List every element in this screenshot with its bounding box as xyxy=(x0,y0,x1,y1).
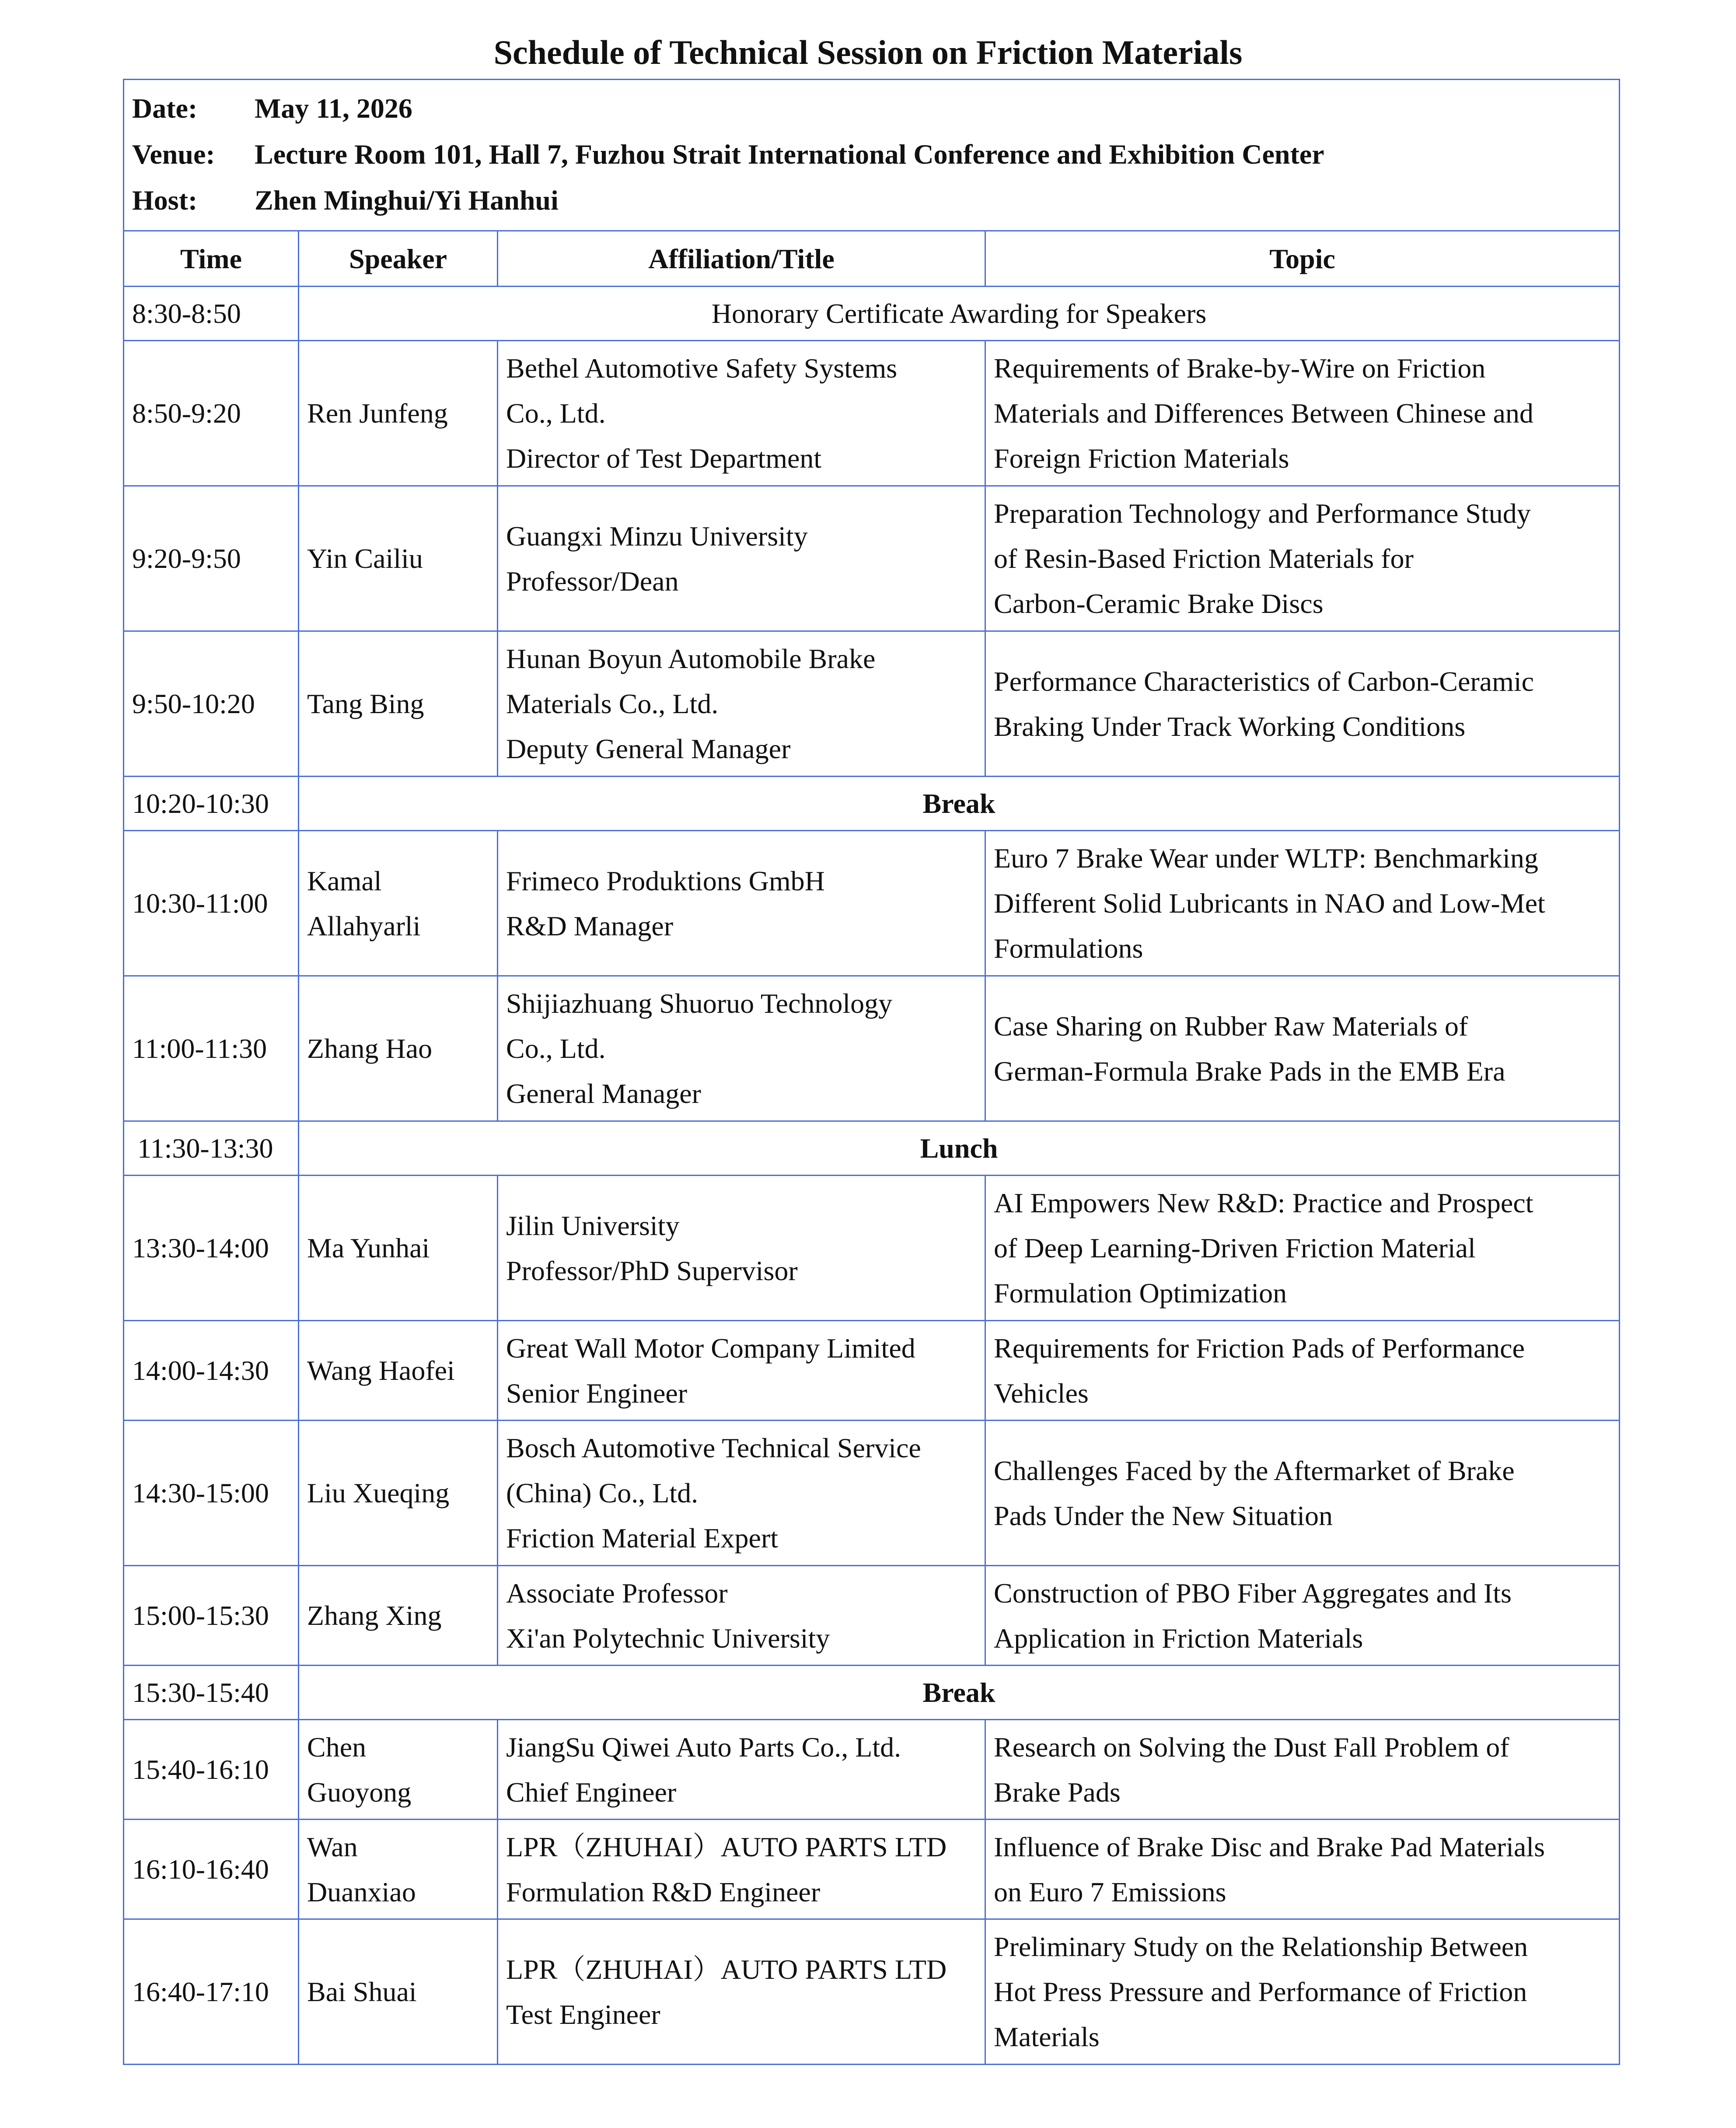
speaker-cell xyxy=(299,1820,498,1919)
speaker-line: Allahyarli xyxy=(307,910,421,942)
affiliation-line: General Manager xyxy=(506,1078,701,1109)
date-label: Date: xyxy=(132,93,198,124)
topic-line: Requirements for Friction Pads of Performance xyxy=(994,1332,1525,1364)
time-cell: 9:50-10:20 xyxy=(124,631,299,777)
time-cell: 13:30-14:00 xyxy=(124,1176,299,1321)
affiliation-cell xyxy=(498,1421,985,1566)
topic-line: Challenges Faced by the Aftermarket of Brake xyxy=(994,1455,1515,1486)
time-cell: 10:30-11:00 xyxy=(124,831,299,976)
affiliation-line: Chief Engineer xyxy=(506,1776,677,1808)
speaker-cell xyxy=(299,341,498,486)
table-row xyxy=(124,486,1620,631)
topic-line: Performance Characteristics of Carbon-Ceramic xyxy=(994,665,1534,697)
affiliation-line: Bosch Automotive Technical Service xyxy=(506,1432,921,1463)
affiliation-cell xyxy=(498,1919,985,2065)
affiliation-line: Deputy General Manager xyxy=(506,733,791,764)
affiliation-cell xyxy=(498,1566,985,1666)
topic-line: AI Empowers New R&D: Practice and Prospect xyxy=(994,1187,1533,1218)
speaker-cell xyxy=(299,631,498,777)
affiliation-line: R&D Manager xyxy=(506,910,674,942)
table-row xyxy=(124,1820,1620,1919)
topic-line: on Euro 7 Emissions xyxy=(994,1876,1226,1908)
topic-cell xyxy=(985,1919,1620,2065)
topic-line: Euro 7 Brake Wear under WLTP: Benchmarking xyxy=(994,843,1538,874)
affiliation-line: Professor/Dean xyxy=(506,565,679,597)
time-cell: 14:30-15:00 xyxy=(124,1421,299,1566)
topic-cell xyxy=(985,976,1620,1121)
table-row xyxy=(124,1566,1620,1666)
span-label-cell: Break xyxy=(299,777,1620,831)
table-row xyxy=(124,1919,1620,2065)
span-label-cell: Lunch xyxy=(299,1121,1620,1176)
affiliation-line: Co., Ltd. xyxy=(506,398,606,429)
affiliation-cell xyxy=(498,341,985,486)
topic-line: Application in Friction Materials xyxy=(994,1622,1363,1654)
topic-line: Case Sharing on Rubber Raw Materials of xyxy=(994,1010,1468,1042)
speaker-line: Wan xyxy=(307,1831,358,1862)
speaker-line: Kamal xyxy=(307,865,382,896)
time-cell: 11:30-13:30 xyxy=(124,1121,299,1176)
speaker-cell xyxy=(299,1321,498,1421)
host-line xyxy=(132,177,1611,223)
time-cell: 14:00-14:30 xyxy=(124,1321,299,1421)
affiliation-line: Materials Co., Ltd. xyxy=(506,688,719,719)
topic-line: Materials and Differences Between Chinese and xyxy=(994,398,1533,429)
table-row xyxy=(124,1176,1620,1321)
date-value: May 11, 2026 xyxy=(255,93,412,124)
affiliation-cell xyxy=(498,831,985,976)
table-row xyxy=(124,631,1620,777)
time-cell: 10:20-10:30 xyxy=(124,777,299,831)
topic-cell xyxy=(985,1176,1620,1321)
affiliation-line: Co., Ltd. xyxy=(506,1033,606,1064)
topic-line: Pads Under the New Situation xyxy=(994,1500,1333,1531)
affiliation-cell xyxy=(498,1176,985,1321)
topic-line: Hot Press Pressure and Performance of Friction xyxy=(994,1976,1527,2007)
affiliation-line: Bethel Automotive Safety Systems xyxy=(506,353,898,384)
affiliation-line: Senior Engineer xyxy=(506,1377,688,1409)
speaker-cell xyxy=(299,1566,498,1666)
speaker-cell xyxy=(299,1919,498,2065)
affiliation-cell xyxy=(498,631,985,777)
host-value: Zhen Minghui/Yi Hanhui xyxy=(255,185,559,216)
topic-line: Preliminary Study on the Relationship Between xyxy=(994,1931,1528,1962)
speaker-cell xyxy=(299,1720,498,1820)
column-header-topic: Topic xyxy=(985,231,1620,287)
speaker-cell xyxy=(299,976,498,1121)
table-row xyxy=(124,831,1620,976)
speaker-line: Wang Haofei xyxy=(307,1355,455,1386)
table-row xyxy=(124,1321,1620,1421)
time-cell: 8:50-9:20 xyxy=(124,341,299,486)
span-label-cell: Honorary Certificate Awarding for Speakers xyxy=(299,287,1620,341)
affiliation-cell xyxy=(498,486,985,631)
venue-line xyxy=(132,131,1611,177)
speaker-line: Zhang Xing xyxy=(307,1600,442,1631)
table-row xyxy=(124,1421,1620,1566)
topic-cell xyxy=(985,631,1620,777)
break-row xyxy=(124,1666,1620,1720)
speaker-cell xyxy=(299,486,498,631)
affiliation-line: Professor/PhD Supervisor xyxy=(506,1255,798,1286)
column-header-time: Time xyxy=(124,231,299,287)
affiliation-line: Shijiazhuang Shuoruo Technology xyxy=(506,988,893,1019)
topic-line: Braking Under Track Working Conditions xyxy=(994,710,1466,742)
affiliation-line: Frimeco Produktions GmbH xyxy=(506,865,825,896)
affiliation-cell xyxy=(498,1720,985,1820)
table-row xyxy=(124,341,1620,486)
speaker-line: Bai Shuai xyxy=(307,1976,417,2007)
topic-cell xyxy=(985,1421,1620,1566)
speaker-line: Chen xyxy=(307,1731,367,1763)
speaker-line: Ma Yunhai xyxy=(307,1232,430,1264)
affiliation-line: Associate Professor xyxy=(506,1577,728,1609)
affiliation-line: Test Engineer xyxy=(506,1998,660,2030)
topic-line: Formulation Optimization xyxy=(994,1278,1287,1309)
time-cell: 9:20-9:50 xyxy=(124,486,299,631)
speaker-line: Ren Junfeng xyxy=(307,398,448,429)
affiliation-line: JiangSu Qiwei Auto Parts Co., Ltd. xyxy=(506,1731,901,1763)
topic-line: Brake Pads xyxy=(994,1776,1121,1808)
column-header-speaker: Speaker xyxy=(299,231,498,287)
topic-cell xyxy=(985,341,1620,486)
time-cell: 11:00-11:30 xyxy=(124,976,299,1121)
topic-line: of Deep Learning-Driven Friction Material xyxy=(994,1232,1476,1264)
break-row xyxy=(124,1121,1620,1176)
table-row xyxy=(124,1720,1620,1820)
time-cell: 15:30-15:40 xyxy=(124,1666,299,1720)
topic-cell xyxy=(985,1321,1620,1421)
host-label: Host: xyxy=(132,185,198,216)
affiliation-line: LPR（ZHUHAI）AUTO PARTS LTD xyxy=(506,1831,947,1862)
affiliation-line: Hunan Boyun Automobile Brake xyxy=(506,643,876,674)
speaker-line: Guoyong xyxy=(307,1776,412,1808)
venue-label: Venue: xyxy=(132,139,215,170)
topic-line: Materials xyxy=(994,2021,1100,2052)
affiliation-line: Formulation R&D Engineer xyxy=(506,1876,821,1908)
speaker-line: Tang Bing xyxy=(307,688,424,719)
speaker-line: Zhang Hao xyxy=(307,1033,433,1064)
time-cell: 15:00-15:30 xyxy=(124,1566,299,1666)
speaker-line: Duanxiao xyxy=(307,1876,416,1908)
affiliation-line: (China) Co., Ltd. xyxy=(506,1477,699,1508)
topic-line: Different Solid Lubricants in NAO and Low-Met xyxy=(994,888,1545,919)
topic-line: Requirements of Brake-by-Wire on Friction xyxy=(994,353,1486,384)
date-line xyxy=(132,85,1611,131)
topic-cell xyxy=(985,1720,1620,1820)
topic-cell xyxy=(985,486,1620,631)
topic-line: Influence of Brake Disc and Brake Pad Materials xyxy=(994,1831,1545,1862)
topic-line: Research on Solving the Dust Fall Problem of xyxy=(994,1731,1509,1763)
affiliation-line: Great Wall Motor Company Limited xyxy=(506,1332,915,1364)
speaker-line: Liu Xueqing xyxy=(307,1477,450,1508)
topic-line: German-Formula Brake Pads in the EMB Era xyxy=(994,1055,1505,1087)
affiliation-line: Guangxi Minzu University xyxy=(506,520,808,552)
venue-value: Lecture Room 101, Hall 7, Fuzhou Strait International Conference and Exhibition Center xyxy=(255,139,1324,170)
schedule-table xyxy=(123,79,1620,2065)
column-header-affiliation: Affiliation/Title xyxy=(498,231,985,287)
speaker-cell xyxy=(299,1176,498,1321)
affiliation-line: Friction Material Expert xyxy=(506,1522,779,1554)
speaker-line: Yin Cailiu xyxy=(307,543,423,574)
topic-line: Preparation Technology and Performance Study xyxy=(994,498,1531,529)
span-label-cell: Break xyxy=(299,1666,1620,1720)
topic-cell xyxy=(985,831,1620,976)
meta-row xyxy=(124,80,1620,231)
topic-line: of Resin-Based Friction Materials for xyxy=(994,543,1414,574)
topic-line: Construction of PBO Fiber Aggregates and Its xyxy=(994,1577,1512,1609)
time-cell: 16:40-17:10 xyxy=(124,1919,299,2065)
speaker-cell xyxy=(299,831,498,976)
affiliation-line: Xi'an Polytechnic University xyxy=(506,1622,830,1654)
time-cell: 16:10-16:40 xyxy=(124,1820,299,1919)
affiliation-line: LPR（ZHUHAI）AUTO PARTS LTD xyxy=(506,1953,947,1985)
header-row xyxy=(124,231,1620,287)
topic-line: Foreign Friction Materials xyxy=(994,443,1289,474)
speaker-cell xyxy=(299,1421,498,1566)
time-cell: 8:30-8:50 xyxy=(124,287,299,341)
topic-cell xyxy=(985,1566,1620,1666)
break-row xyxy=(124,287,1620,341)
affiliation-cell xyxy=(498,976,985,1121)
break-row xyxy=(124,777,1620,831)
time-cell: 15:40-16:10 xyxy=(124,1720,299,1820)
affiliation-cell xyxy=(498,1820,985,1919)
affiliation-line: Director of Test Department xyxy=(506,443,822,474)
affiliation-line: Jilin University xyxy=(506,1210,680,1241)
document-title: Schedule of Technical Session on Friction Materials xyxy=(493,33,1243,71)
topic-line: Carbon-Ceramic Brake Discs xyxy=(994,588,1324,619)
topic-line: Vehicles xyxy=(994,1377,1089,1409)
table-row xyxy=(124,976,1620,1121)
affiliation-cell xyxy=(498,1321,985,1421)
topic-line: Formulations xyxy=(994,933,1143,964)
session-info xyxy=(124,80,1620,231)
topic-cell xyxy=(985,1820,1620,1919)
